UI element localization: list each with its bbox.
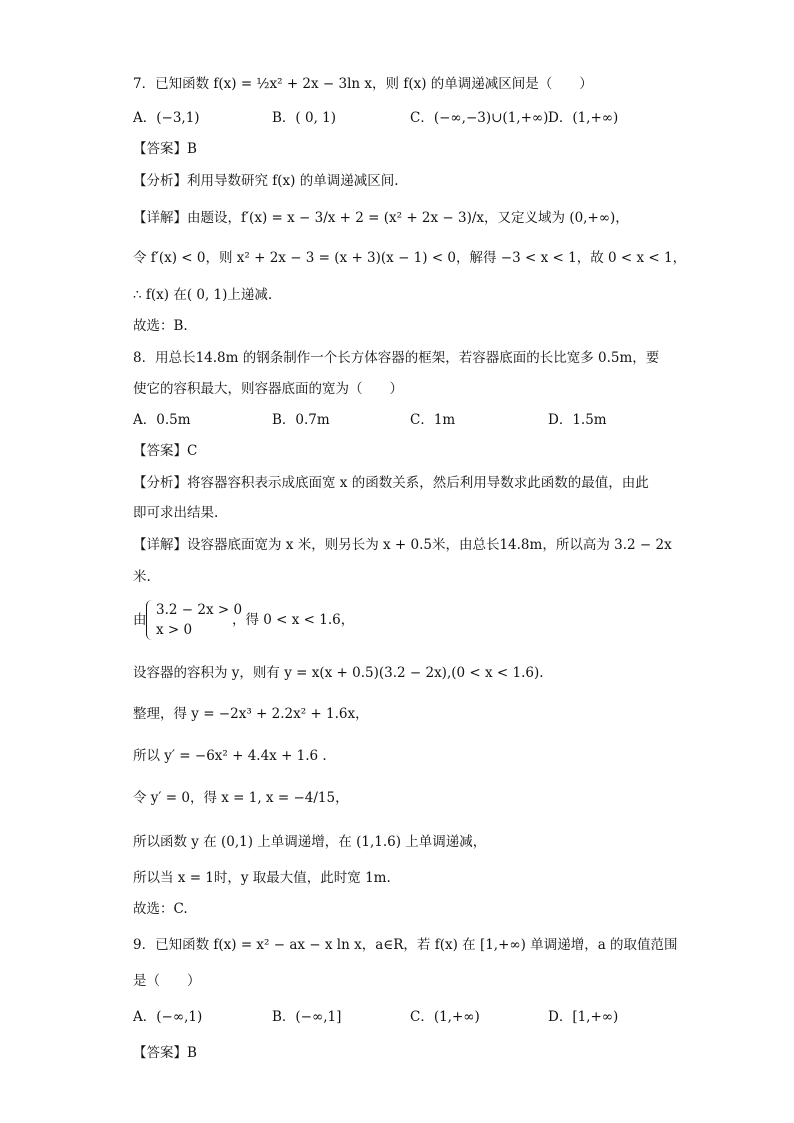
- q7-detail-1: 【详解】由题设，f′(x) = x − 3/x + 2 = (x² + 2x − 3)/x，又定义域为 (0,+∞)，: [133, 210, 629, 226]
- q7-option-a: A．(−3,1): [133, 110, 200, 126]
- q9-option-d: D．[1,+∞): [548, 1009, 619, 1025]
- q8-option-a: A．0.5m: [133, 412, 191, 428]
- q7-option-b: B．( 0, 1): [272, 110, 337, 126]
- q8-stem-2: 使它的容积最大，则容器底面的宽为（ ）: [133, 381, 403, 397]
- q8-detail-3: 设容器的容积为 y，则有 y = x(x + 0.5)(3.2 − 2x),(0 < x < 1.6).: [133, 665, 544, 681]
- q9-option-c: C．(1,+∞): [410, 1009, 480, 1025]
- q7-detail-2: 令 f′(x) < 0，则 x² + 2x − 3 = (x + 3)(x − 1) < 0，解得 −3 < x < 1，故 0 < x < 1，: [133, 250, 687, 266]
- q8-analysis-1: 【分析】将容器容积表示成底面宽 x 的函数关系，然后利用导数求此函数的最值，由此: [133, 475, 649, 491]
- q8-detail-7: 所以函数 y 在 (0,1) 上单调递增，在 (1,1.6) 上单调递减，: [133, 834, 487, 850]
- q9-option-b: B．(−∞,1]: [272, 1009, 342, 1025]
- q7-option-c: C．(−∞,−3)∪(1,+∞): [410, 110, 549, 126]
- q8-analysis-2: 即可求出结果.: [133, 505, 219, 521]
- q9-stem-1: 9．已知函数 f(x) = x² − ax − x ln x，a∈R，若 f(x) 在 [1,+∞) 单调递增，a 的取值范围: [133, 937, 678, 953]
- q9-option-a: A．(−∞,1): [133, 1009, 203, 1025]
- q8-system-prefix: 由: [133, 612, 147, 628]
- q7-answer: 【答案】B: [133, 141, 197, 157]
- q8-option-d: D．1.5m: [548, 412, 607, 428]
- q7-detail-3: ∴ f(x) 在( 0, 1)上递减.: [133, 287, 273, 303]
- q7-option-d: D．(1,+∞): [548, 110, 619, 126]
- q7-analysis: 【分析】利用导数研究 f(x) 的单调递减区间.: [133, 173, 399, 189]
- q8-system-line-2: x > 0: [156, 622, 193, 638]
- q8-answer: 【答案】C: [133, 443, 198, 459]
- q8-system-result: ，得 0 < x < 1.6，: [232, 612, 355, 628]
- q8-option-b: B．0.7m: [272, 412, 330, 428]
- q8-stem-1: 8．用总长14.8m 的钢条制作一个长方体容器的框架，若容器底面的长比宽多 0.5m，要: [133, 350, 660, 366]
- q8-detail-6: 令 y′ = 0，得 x = 1, x = −4/15，: [133, 790, 349, 806]
- q7-stem: 7．已知函数 f(x) = ½x² + 2x − 3ln x，则 f(x) 的单调递减区间是（ ）: [133, 76, 593, 92]
- q7-choose: 故选：B.: [133, 318, 188, 334]
- q8-detail-4: 整理，得 y = −2x³ + 2.2x² + 1.6x，: [133, 706, 369, 722]
- q8-option-c: C．1m: [410, 412, 456, 428]
- q8-detail-5: 所以 y′ = −6x² + 4.4x + 1.6 .: [133, 748, 327, 764]
- q8-detail-1: 【详解】设容器底面宽为 x 米，则另长为 x + 0.5米，由总长14.8m，所以高为 3.2 − 2x: [133, 537, 672, 553]
- q9-answer: 【答案】B: [133, 1045, 197, 1061]
- q8-detail-8: 所以当 x = 1时，y 取最大值，此时宽 1m.: [133, 870, 391, 886]
- q8-detail-2: 米.: [133, 569, 151, 585]
- q8-system-line-1: 3.2 − 2x > 0: [156, 602, 243, 618]
- q8-choose: 故选：C.: [133, 901, 188, 917]
- left-brace: [146, 600, 155, 640]
- q9-stem-2: 是（ ）: [133, 973, 201, 989]
